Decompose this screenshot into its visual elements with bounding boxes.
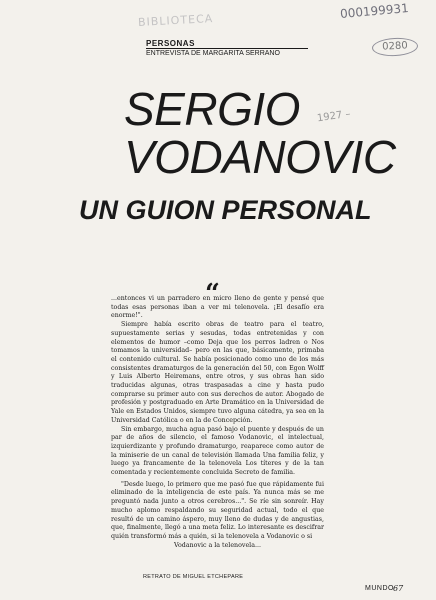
oval-number-stamp: 0280 xyxy=(372,37,419,57)
title-line-1: SERGIO xyxy=(124,83,300,135)
article-title xyxy=(124,85,424,181)
body-paragraph-4: "Desde luego, lo primero que me pasó fue que rápidamente fui eliminado de la inteligencia de este país. Ya nunca más se me preguntó nada junto a otros cerebros...". Se ríe sin sonreír. Hay mucho aplomo respaldando su seguridad actual, todo el que resultó de un camino áspero, muy lleno de dudas y de angustias, que, finalmente, llegó a una meta feliz. Lo interesante es descifrar quién transformó más a quién, si la telenovela a Vodanovic o si xyxy=(111,480,324,540)
interview-byline: ENTREVISTA DE MARGARITA SERRANO xyxy=(146,48,308,57)
article-subtitle: UN GUION PERSONAL xyxy=(79,195,372,225)
body-paragraph-1: ...entonces vi un parradero en micro lleno de gente y pensé que todas esas personas iban a ver mi telenovela. ¡El desafío era enorme!". xyxy=(111,295,324,320)
section-label: PERSONAS xyxy=(146,39,195,48)
body-paragraph-2: Siempre había escrito obras de teatro para el teatro, supuestamente serias y sesudas, todas entretenidas y con elementos de humor –como Deja que los perros ladren o Nos tomamos la universidad– pero en las que, básicamente, primaba el contenido cultural. Se había posicionado como uno de los más consistentes dramaturgos de la generación del 50, con Egon Wolff y Luis Alberto Heiremans, entre otros, y sus obras han sido traducidas algunas, otras traspasadas a cine y hasta pudo comprarse su primer auto con sus derechos de autor. Abogado de profesión y postgraduado en Arte Dramático en la Universidad de Yale en Estados Unidos, siempre tuvo alguna cátedra, ya sea en la Universidad Católica o en la de Concepción. xyxy=(111,321,324,424)
article-body xyxy=(111,295,324,550)
body-paragraph-5: Vodanovic a la telenovela... xyxy=(174,541,261,549)
photo-credit: RETRATO DE MIGUEL ETCHEPARE xyxy=(143,574,244,580)
body-paragraph-3: Sin embargo, mucha agua pasó bajo el puente y después de un par de años de silencio, el famoso Vodanovic, el intelectual, izquierdizante y profundo dramaturgo, reaparece como autor de la miniserie de un canal de televisión llamada Una familia feliz, y luego ya francamente de la telenovela Los títeres y de la tan comentada y recientemente concluida Secreto de familia. xyxy=(111,425,324,477)
title-line-2: VODANOVIC xyxy=(124,131,396,183)
library-stamp-faded: BIBLIOTECA xyxy=(137,12,214,29)
catalog-code-stamp: 000199931 xyxy=(339,1,410,21)
opening-quote-mark: “ xyxy=(205,279,220,309)
page-number: 67 xyxy=(393,584,404,593)
handwritten-year: 1927 – xyxy=(316,108,352,125)
magazine-name: MUNDO xyxy=(365,585,394,592)
